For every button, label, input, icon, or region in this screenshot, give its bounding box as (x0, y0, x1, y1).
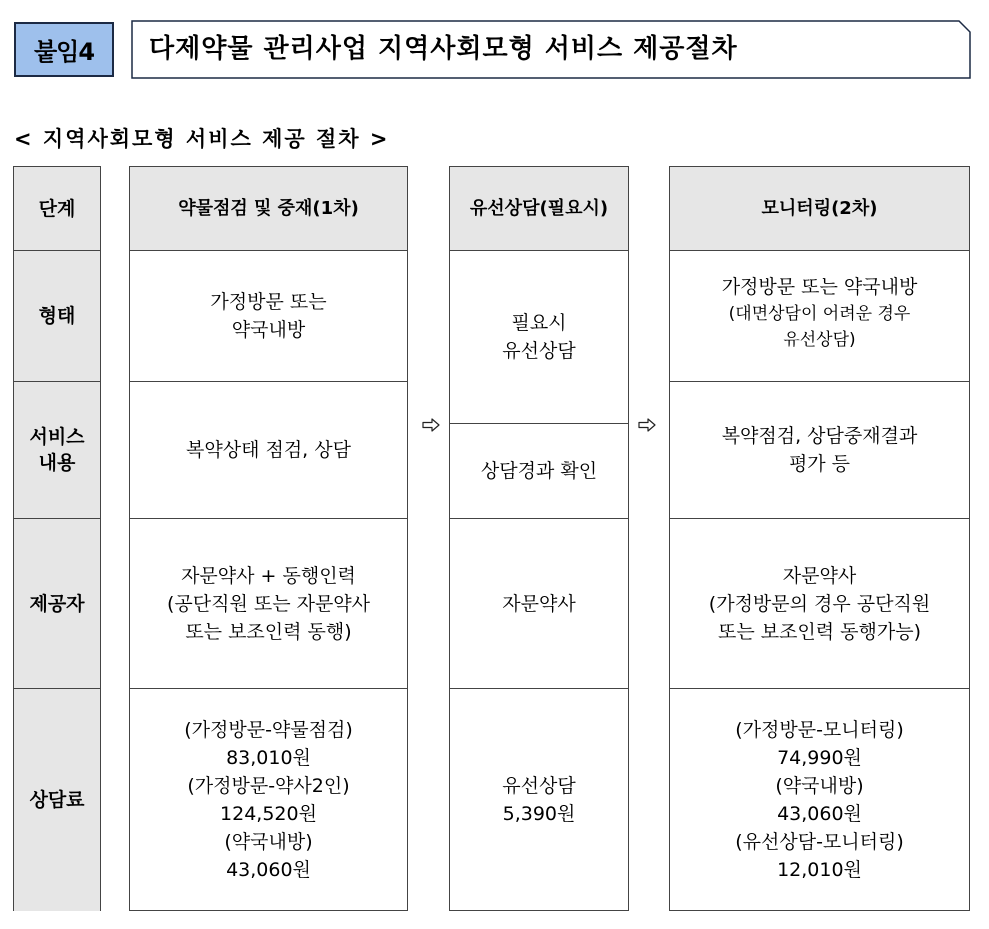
label-stage: 단계 (14, 167, 100, 251)
first-fee: (가정방문-약물점검) 83,010원 (가정방문-약사2인) 124,520원 (약국내방) 43,060원 (184, 719, 353, 881)
attachment-badge: 붙임4 (14, 22, 114, 77)
section-subtitle: < 지역사회모형 서비스 제공 절차 > (14, 127, 390, 151)
label-provider: 제공자 (14, 519, 100, 689)
title-box (131, 20, 971, 79)
monitor-service: 복약점검, 상담중재결과 평가 등 (670, 382, 969, 519)
header-first-intervention: 약물점검 및 중재(1차) (130, 167, 407, 251)
label-fee: 상담료 (14, 689, 100, 911)
header-monitoring: 모니터링(2차) (670, 167, 969, 251)
monitor-form: 가정방문 또는 약국내방 (대면상담이 어려운 경우 유선상담) (670, 251, 969, 382)
page-title: 다제약물 관리사업 지역사회모형 서비스 제공절차 (149, 34, 738, 64)
right-arrow-outline-icon (638, 418, 656, 432)
monitor-fee: (가정방문-모니터링) 74,990원 (약국내방) 43,060원 (유선상담-모니터링) 12,010원 (735, 719, 904, 881)
label-form: 형태 (14, 251, 100, 382)
column-first-intervention (129, 166, 408, 911)
column-monitoring (669, 166, 970, 911)
first-service: 복약상태 점검, 상담 (130, 382, 407, 519)
phone-fee: 유선상담 5,390원 (502, 775, 576, 825)
first-form: 가정방문 또는 약국내방 (130, 251, 407, 382)
right-arrow-outline-icon (422, 418, 440, 432)
first-provider: 자문약사 + 동행인력 (공단직원 또는 자문약사 또는 보조인력 동행) (130, 519, 407, 689)
phone-provider: 자문약사 (450, 519, 628, 689)
row-label-column (13, 166, 101, 911)
label-service: 서비스 내용 (14, 382, 100, 519)
phone-service: 상담경과 확인 (450, 424, 628, 519)
column-phone-consultation (449, 166, 629, 911)
header-phone-consultation: 유선상담(필요시) (450, 167, 628, 251)
phone-form: 필요시 유선상담 (450, 251, 628, 424)
monitor-provider: 자문약사 (가정방문의 경우 공단직원 또는 보조인력 동행가능) (670, 519, 969, 689)
